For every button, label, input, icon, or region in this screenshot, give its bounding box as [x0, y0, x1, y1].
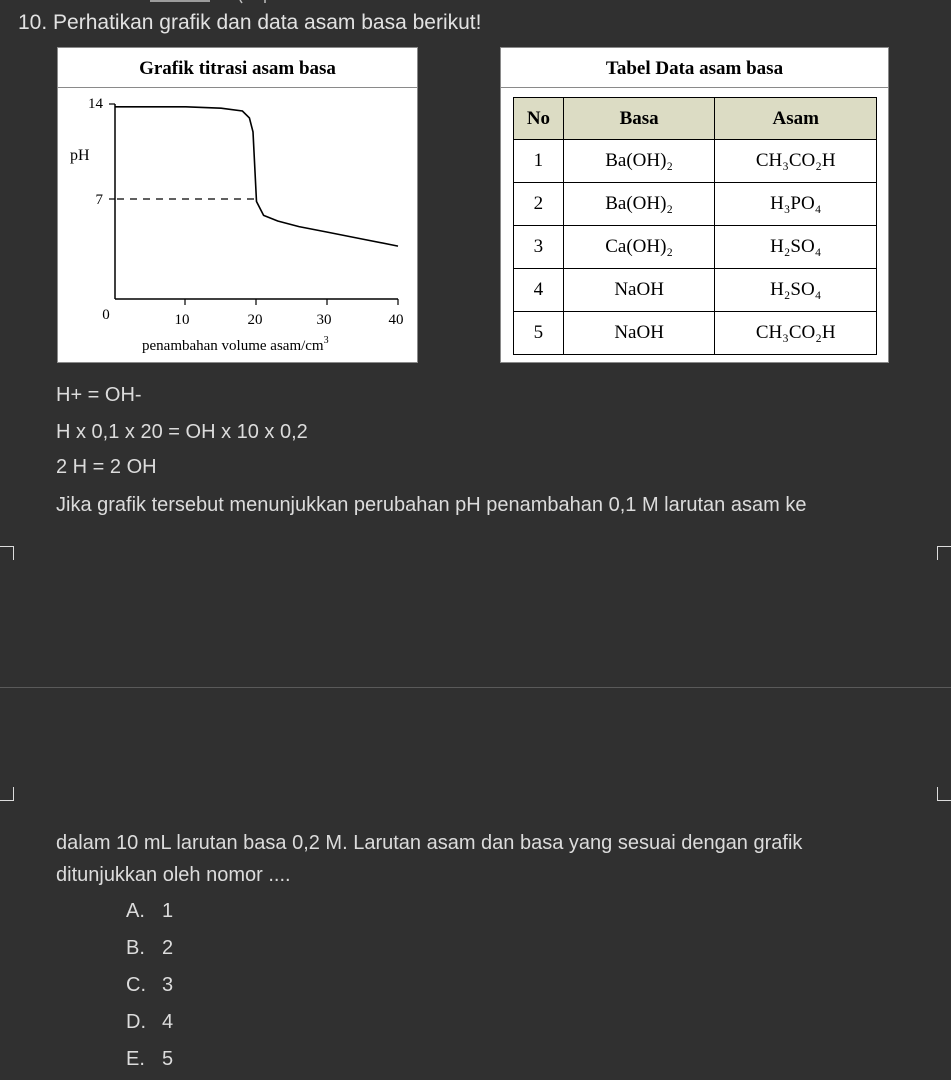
- crop-corner-bottom-right[interactable]: [937, 787, 951, 801]
- header-no: No: [514, 98, 564, 140]
- crop-divider-line: [0, 687, 951, 688]
- table-header-row: [514, 98, 877, 140]
- titration-graph-panel: [57, 47, 418, 363]
- table-row: [514, 312, 877, 355]
- x-axis-label-superscript: 3: [323, 335, 329, 346]
- cell-basa: NaOH: [563, 269, 715, 312]
- cell-no: 4: [514, 269, 564, 312]
- header-asam: Asam: [715, 98, 877, 140]
- cell-no: 2: [514, 183, 564, 226]
- cell-asam: H₃PO₄: [715, 183, 877, 226]
- question-body-part3: ditunjukkan oleh nomor ....: [56, 864, 291, 886]
- cell-no: 5: [514, 312, 564, 355]
- option-a[interactable]: [126, 900, 173, 937]
- work-line-1: H+ = OH-: [56, 384, 142, 406]
- y-tick-label-7: 7: [95, 192, 103, 208]
- option-b[interactable]: [126, 937, 173, 974]
- cell-asam: H₂SO₄: [715, 269, 877, 312]
- question-body-part2: dalam 10 mL larutan basa 0,2 M. Larutan asam dan basa yang sesuai dengan grafik: [56, 832, 803, 854]
- option-letter: C.: [126, 974, 146, 996]
- clipped-text-fragment: [150, 0, 290, 4]
- option-value: 3: [162, 974, 174, 996]
- cell-no: 3: [514, 226, 564, 269]
- option-letter: B.: [126, 937, 145, 959]
- option-c[interactable]: [126, 974, 173, 1011]
- table-title: Tabel Data asam basa: [501, 48, 888, 88]
- crop-corner-bottom-left[interactable]: [0, 787, 14, 801]
- acid-base-table-panel: [500, 47, 889, 363]
- option-value: 4: [162, 1011, 174, 1033]
- crop-corner-top-right[interactable]: [937, 546, 951, 560]
- y-tick-label-14: 14: [88, 96, 103, 112]
- header-basa: Basa: [563, 98, 715, 140]
- answer-options: [126, 900, 173, 1080]
- option-value: 1: [162, 900, 174, 922]
- x-tick-label-10: 10: [174, 312, 190, 328]
- table-row: [514, 140, 877, 183]
- cell-basa: NaOH: [563, 312, 715, 355]
- x-axis-label-text: penambahan volume asam/cm: [142, 338, 324, 354]
- x-tick-label-30: 30: [316, 312, 332, 328]
- work-line-2: H x 0,1 x 20 = OH x 10 x 0,2: [56, 421, 308, 443]
- work-line-3: 2 H = 2 OH: [56, 456, 157, 478]
- crop-corner-top-left[interactable]: [0, 546, 14, 560]
- titration-chart: [58, 48, 419, 364]
- titration-curve: [115, 107, 398, 246]
- cell-no: 1: [514, 140, 564, 183]
- question-body-part1: Jika grafik tersebut menunjukkan perubahan pH penambahan 0,1 M larutan asam ke: [56, 494, 807, 516]
- cell-asam: CH₃CO₂H: [715, 140, 877, 183]
- x-tick-label-20: 20: [247, 312, 263, 328]
- cell-basa: Ba(OH)₂: [563, 183, 715, 226]
- question-header: [18, 11, 481, 35]
- table-row: [514, 226, 877, 269]
- cell-asam: CH₃CO₂H: [715, 312, 877, 355]
- question-number: 10.: [18, 11, 48, 34]
- option-letter: E.: [126, 1048, 145, 1070]
- origin-label: 0: [102, 307, 110, 323]
- cell-basa: Ca(OH)₂: [563, 226, 715, 269]
- x-tick-label-40: 40: [388, 312, 404, 328]
- question-prompt: Perhatikan grafik dan data asam basa berikut!: [53, 11, 482, 34]
- cell-basa: Ba(OH)₂: [563, 140, 715, 183]
- table-row: [514, 183, 877, 226]
- x-axis-label: [142, 335, 329, 354]
- graph-title: Grafik titrasi asam basa: [58, 48, 417, 88]
- table-row: [514, 269, 877, 312]
- option-value: 2: [162, 937, 174, 959]
- option-letter: D.: [126, 1011, 146, 1033]
- option-letter: A.: [126, 900, 145, 922]
- option-e[interactable]: [126, 1048, 173, 1080]
- cell-asam: H₂SO₄: [715, 226, 877, 269]
- y-axis-label: pH: [70, 147, 90, 164]
- acid-base-data-table: [513, 97, 877, 355]
- option-value: 5: [162, 1048, 174, 1070]
- option-d[interactable]: [126, 1011, 173, 1048]
